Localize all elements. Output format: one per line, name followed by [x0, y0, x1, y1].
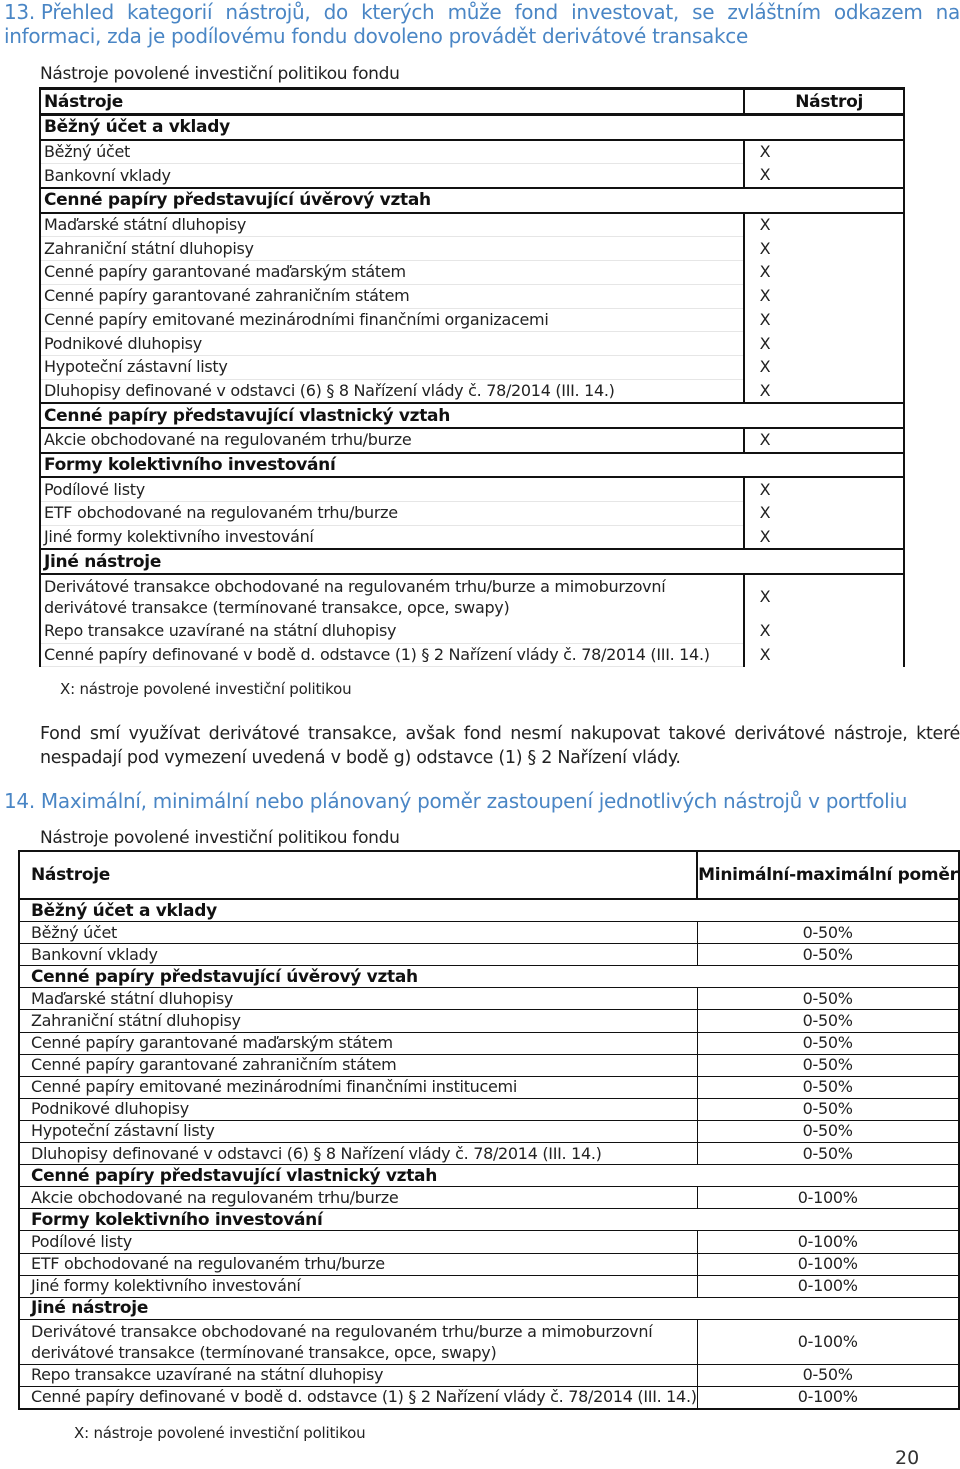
table-row	[40, 332, 904, 356]
ratio-cell: 0-50%	[697, 1010, 959, 1032]
allowed-mark-cell	[744, 213, 904, 237]
ratio-cell: 0-50%	[697, 1143, 959, 1165]
instrument-label: Jiné formy kolektivního investování	[19, 1275, 697, 1297]
section-14-number: 14.	[4, 789, 35, 813]
section-13-number: 13.	[4, 0, 35, 24]
instrument-label: Maďarské státní dluhopisy	[40, 213, 744, 237]
table2-header-row	[19, 851, 959, 899]
table-row	[19, 1364, 959, 1386]
instrument-label: Cenné papíry emitované mezinárodními finančními institucemi	[19, 1076, 697, 1098]
section-label: Cenné papíry představující úvěrový vztah	[19, 966, 697, 988]
ratio-cell	[697, 1165, 959, 1187]
instrument-label: Repo transakce uzavírané na státní dluhopisy	[40, 620, 744, 644]
instrument-label: Běžný účet	[40, 140, 744, 164]
table-row	[19, 1187, 959, 1209]
ratio-cell: 0-50%	[697, 944, 959, 966]
ratio-cell: 0-100%	[697, 1253, 959, 1275]
allowed-mark-cell	[744, 284, 904, 308]
allowed-mark-cell	[744, 115, 904, 140]
instrument-label: Repo transakce uzavírané na státní dluhopisy	[19, 1364, 697, 1386]
section-14-title: Maximální, minimální nebo plánovaný poměr zastoupení jednotlivých nástrojů v portfoliu	[40, 789, 908, 813]
ratio-cell	[697, 966, 959, 988]
section-label: Cenné papíry představující vlastnický vztah	[19, 1165, 697, 1187]
section-row	[19, 1165, 959, 1187]
table-row	[19, 1010, 959, 1032]
table1-header-instruments: Nástroje	[40, 89, 744, 115]
allowed-mark: X	[759, 587, 771, 607]
table2-legend-note: X: nástroje povolené investiční politikou	[74, 1424, 366, 1442]
allowed-mark-cell	[744, 403, 904, 428]
ratio-cell: 0-100%	[697, 1275, 959, 1297]
allowed-mark: X	[759, 503, 771, 523]
instrument-label: Cenné papíry garantované zahraničním státem	[19, 1054, 697, 1076]
table-row	[40, 428, 904, 453]
ratio-cell: 0-50%	[697, 1032, 959, 1054]
table1-header-instrument-label: Nástroj	[795, 91, 863, 112]
instrument-label: Cenné papíry garantované maďarským státem	[40, 261, 744, 285]
table-row	[40, 213, 904, 237]
table2-header-ratio: Minimální-maximální poměr	[697, 851, 959, 899]
section-14-heading	[4, 789, 960, 813]
allowed-mark-cell	[744, 502, 904, 526]
table1-subtitle: Nástroje povolené investiční politikou fondu	[40, 64, 400, 84]
ratio-cell	[697, 1209, 959, 1231]
allowed-mark: X	[759, 621, 771, 641]
section-label: Cenné papíry představující vlastnický vztah	[40, 403, 744, 428]
ratio-cell: 0-100%	[697, 1231, 959, 1253]
ratio-cell: 0-50%	[697, 1120, 959, 1142]
table-row	[19, 988, 959, 1010]
instrument-label: Zahraniční státní dluhopisy	[19, 1010, 697, 1032]
instrument-label: Maďarské státní dluhopisy	[19, 988, 697, 1010]
allowed-mark-cell	[744, 237, 904, 261]
table-row	[40, 643, 904, 667]
table-row	[40, 502, 904, 526]
instrument-label: Hypoteční zástavní listy	[19, 1120, 697, 1142]
table2-header-instruments: Nástroje	[19, 851, 697, 899]
section-label: Formy kolektivního investování	[40, 453, 744, 478]
section-row	[40, 453, 904, 478]
instrument-label: Bankovní vklady	[40, 164, 744, 188]
section-row	[40, 188, 904, 213]
table-row	[19, 1143, 959, 1165]
section-label: Běžný účet a vklady	[40, 115, 744, 140]
allowed-mark-cell	[744, 574, 904, 620]
allowed-mark: X	[759, 380, 771, 400]
instrument-label: Jiné formy kolektivního investování	[40, 525, 744, 549]
table-row	[19, 1032, 959, 1054]
table-row	[19, 1319, 959, 1364]
ratio-cell	[697, 899, 959, 922]
table-row	[40, 261, 904, 285]
table-row	[19, 922, 959, 944]
instrument-label: Podnikové dluhopisy	[40, 332, 744, 356]
section-row	[19, 966, 959, 988]
table-row	[40, 140, 904, 164]
section-label: Běžný účet a vklady	[19, 899, 697, 922]
ratio-table	[18, 850, 960, 1410]
allowed-mark-cell	[744, 549, 904, 574]
table1-header-instrument	[744, 89, 904, 115]
ratio-cell: 0-100%	[797, 1387, 858, 1407]
allowed-mark: X	[759, 645, 771, 665]
allowed-mark-cell	[744, 308, 904, 332]
table-row	[19, 1120, 959, 1142]
allowed-mark-cell	[744, 140, 904, 164]
ratio-cell: 0-50%	[697, 1364, 959, 1386]
table-row	[40, 284, 904, 308]
table-row	[19, 1098, 959, 1120]
instrument-label: Podílové listy	[19, 1231, 697, 1253]
ratio-cell: 0-50%	[697, 1054, 959, 1076]
section-label: Formy kolektivního investování	[19, 1209, 697, 1231]
table-row	[19, 1253, 959, 1275]
instrument-label: Hypoteční zástavní listy	[40, 355, 744, 379]
allowed-mark-cell	[744, 261, 904, 285]
table-row	[19, 944, 959, 966]
ratio-cell: 0-100%	[697, 1319, 959, 1364]
table-row	[19, 1386, 959, 1409]
ratio-cell: 0-50%	[697, 1098, 959, 1120]
allowed-mark: X	[759, 526, 771, 546]
table-row	[19, 1231, 959, 1253]
section-row	[40, 115, 904, 140]
derivatives-paragraph: Fond smí využívat derivátové transakce, avšak fond nesmí nakupovat takové derivátové nástroje, které nespadají pod vymezení uvedená v bodě g) odstavce (1) § 2 Nařízení vlády.	[40, 724, 960, 768]
instrument-label: Běžný účet	[19, 922, 697, 944]
allowed-mark: X	[759, 286, 771, 306]
instrument-label: Dluhopisy definované v odstavci (6) § 8 Nařízení vlády č. 78/2014 (III. 14.)	[19, 1143, 697, 1165]
instruments-table	[39, 87, 905, 667]
table-row	[40, 574, 904, 620]
table-row	[40, 164, 904, 188]
ratio-cell: 0-100%	[697, 1187, 959, 1209]
section-row	[40, 403, 904, 428]
section-label: Cenné papíry představující úvěrový vztah	[40, 188, 744, 213]
table-row	[40, 477, 904, 501]
section-13-heading	[4, 0, 960, 48]
section-row	[40, 549, 904, 574]
allowed-mark: X	[759, 238, 771, 258]
allowed-mark-cell	[744, 620, 904, 644]
allowed-mark: X	[759, 142, 771, 162]
allowed-mark-cell	[744, 643, 904, 667]
instrument-label: Cenné papíry garantované maďarským státem	[19, 1032, 697, 1054]
table2-subtitle: Nástroje povolené investiční politikou fondu	[40, 828, 400, 848]
section-row	[19, 899, 959, 922]
instrument-label: Derivátové transakce obchodované na regulovaném trhu/burze a mimoburzovní derivátové transakce (termínované transakce, opce, swapy)	[40, 574, 744, 620]
instrument-label: Akcie obchodované na regulovaném trhu/burze	[19, 1187, 697, 1209]
allowed-mark-cell	[744, 525, 904, 549]
table-row	[40, 308, 904, 332]
instrument-label: Zahraniční státní dluhopisy	[40, 237, 744, 261]
table-row	[40, 355, 904, 379]
allowed-mark: X	[759, 309, 771, 329]
allowed-mark: X	[759, 165, 771, 185]
allowed-mark: X	[759, 357, 771, 377]
section-label: Jiné nástroje	[40, 549, 744, 574]
table-row	[19, 1275, 959, 1297]
table-row	[40, 237, 904, 261]
instrument-label: Derivátové transakce obchodované na regulovaném trhu/burze a mimoburzovní derivátové transakce (termínované transakce, opce, swapy)	[19, 1319, 697, 1364]
instrument-label: Akcie obchodované na regulovaném trhu/burze	[40, 428, 744, 453]
allowed-mark-cell	[744, 477, 904, 501]
allowed-mark-cell	[744, 164, 904, 188]
instrument-label: Cenné papíry garantované zahraničním státem	[40, 284, 744, 308]
instrument-label: Bankovní vklady	[19, 944, 697, 966]
instrument-label: ETF obchodované na regulovaném trhu/burze	[19, 1253, 697, 1275]
table-row	[19, 1054, 959, 1076]
allowed-mark: X	[759, 479, 771, 499]
instrument-label: ETF obchodované na regulovaném trhu/burze	[40, 502, 744, 526]
allowed-mark: X	[759, 430, 771, 450]
instrument-label: Cenné papíry definované v bodě d. odstavce (1) § 2 Nařízení vlády č. 78/2014 (III. 14.)	[40, 643, 744, 667]
allowed-mark-cell	[744, 453, 904, 478]
page-number: 20	[895, 1447, 920, 1469]
allowed-mark-cell	[744, 379, 904, 403]
table1-legend-note: X: nástroje povolené investiční politikou	[60, 680, 352, 698]
section-13-title: Přehled kategorií nástrojů, do kterých může fond investovat, se zvláštním odkazem na informaci, zda je podílovému fondu dovoleno provádět derivátové transakce	[4, 0, 960, 48]
allowed-mark: X	[759, 333, 771, 353]
instrument-label: Podnikové dluhopisy	[19, 1098, 697, 1120]
allowed-mark-cell	[744, 188, 904, 213]
allowed-mark-cell	[744, 355, 904, 379]
ratio-cell: 0-50%	[697, 922, 959, 944]
instrument-label: Podílové listy	[40, 477, 744, 501]
allowed-mark-cell	[744, 428, 904, 453]
allowed-mark-cell	[744, 332, 904, 356]
table1-header-row	[40, 89, 904, 115]
allowed-mark: X	[759, 262, 771, 282]
table-row	[40, 379, 904, 403]
section-label: Jiné nástroje	[19, 1297, 697, 1319]
section-row	[19, 1209, 959, 1231]
ratio-cell: 0-50%	[697, 1076, 959, 1098]
ratio-cell: 0-50%	[697, 988, 959, 1010]
instrument-label: Dluhopisy definované v odstavci (6) § 8 Nařízení vlády č. 78/2014 (III. 14.)	[40, 379, 744, 403]
allowed-mark: X	[759, 215, 771, 235]
instrument-label: Cenné papíry definované v bodě d. odstavce (1) § 2 Nařízení vlády č. 78/2014 (III. 14.)	[19, 1386, 697, 1409]
section-row	[19, 1297, 959, 1319]
instrument-label: Cenné papíry emitované mezinárodními finančními organizacemi	[40, 308, 744, 332]
table-row	[19, 1076, 959, 1098]
table-row	[40, 525, 904, 549]
ratio-cell	[697, 1297, 959, 1319]
table-row	[40, 620, 904, 644]
